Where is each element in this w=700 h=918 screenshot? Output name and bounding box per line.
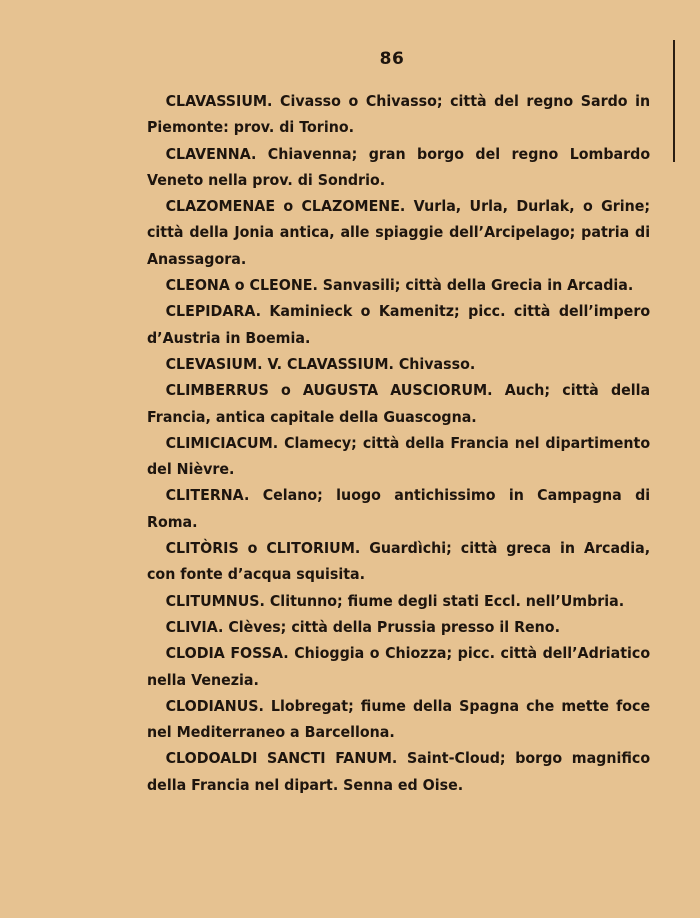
- entry-cliterna: CLITERNA. Celano; luogo antichissimo in Campagna di Roma.: [147, 486, 651, 531]
- entry-clitoris: CLITÒRIS o CLITORIUM. Guardìchi; città greca in Arcadia, con fonte d’acqua squisita.: [147, 539, 651, 584]
- entry-clodoaldi: CLODOALDI SANCTI FANUM. Saint-Cloud; borgo magnifico della Francia nel dipart. Senna ed Oise.: [147, 749, 651, 794]
- entry-clodianus: CLODIANUS. Llobregat; fiume della Spagna che mette foce nel Mediterraneo a Barcellona.: [147, 696, 651, 742]
- entry-climberrus: CLIMBERRUS o AUGUSTA AUSCIORUM. Auch; città della Francia, antica capitale della Guascogna.: [147, 381, 651, 426]
- entry-clivia: CLIVIA. Clèves; città della Prussia presso il Reno.: [165, 617, 560, 636]
- entry-clepidara: CLEPIDARA. Kaminieck o Kamenitz; picc. città dell’impero d’Austria in Boemia.: [147, 302, 651, 347]
- margin-rule: [673, 40, 675, 162]
- entry-clitumnus: CLITUMNUS. Clitunno; fiume degli stati Eccl. nell’Umbria.: [165, 591, 625, 610]
- entry-clavassium: CLAVASSIUM. Civasso o Chivasso; città del regno Sardo in Piemonte: prov. di Torino.: [147, 92, 651, 137]
- entry-clevasium: CLEVASIUM. V. CLAVASSIUM. Chivasso.: [165, 354, 476, 373]
- entry-climiciacum: CLIMICIACUM. Clamecy; città della Francia nel dipartimento del Nièvre.: [147, 433, 651, 479]
- gazetteer-entries: [147, 88, 650, 798]
- entry-clavenna: CLAVENNA. Chiavenna; gran borgo del regno Lombardo Veneto nella prov. di Sondrio.: [147, 144, 651, 189]
- page-number: 86: [379, 49, 405, 69]
- entry-clazomenae: CLAZOMENAE o CLAZOMENE. Vurla, Urla, Durlak, o Grine; città della Jonia antica, alle spiaggie dell’Arcipelago; patria di Anassagora.: [147, 197, 651, 268]
- entry-cleona: CLEONA o CLEONE. Sanvasili; città della Grecia in Arcadia.: [165, 276, 634, 295]
- entry-clodia-fossa: CLODIA FOSSA. Chioggia o Chiozza; picc. città dell’Adriatico nella Venezia.: [147, 644, 651, 689]
